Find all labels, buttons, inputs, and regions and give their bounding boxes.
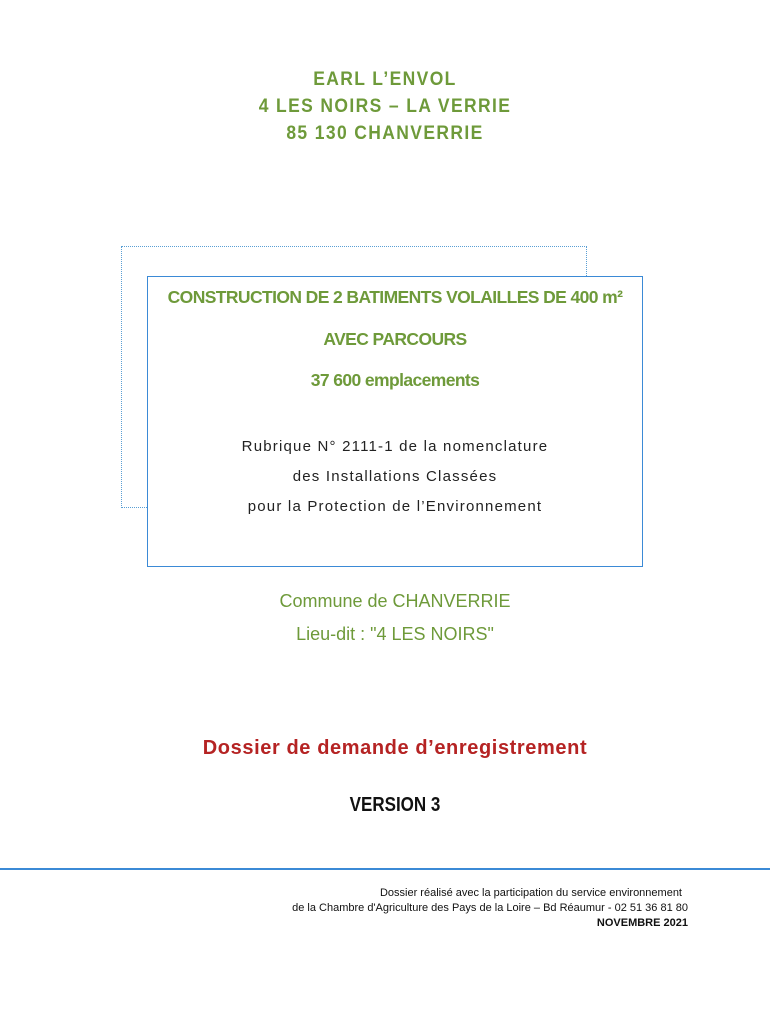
applicant-header [31, 66, 739, 147]
footer [292, 886, 688, 931]
footer-line-1: Dossier réalisé avec la participation du service environnement [379, 887, 682, 899]
footer-divider [0, 868, 770, 870]
applicant-address: 4 LES NOIRS – LA VERRIE [258, 96, 512, 117]
footer-line-2: de la Chambre d'Agriculture des Pays de la Loire – Bd Réaumur - 02 51 36 81 80 [292, 902, 688, 914]
commune-label: Commune de CHANVERRIE [279, 591, 511, 611]
footer-date: NOVEMBRE 2021 [596, 917, 688, 929]
rubrique-line-1: Rubrique N° 2111-1 de la nomenclature [241, 438, 549, 455]
project-subtitle: AVEC PARCOURS [323, 329, 467, 349]
rubrique-line-2: des Installations Classées [292, 468, 498, 485]
version-label: VERSION 3 [349, 794, 441, 816]
dossier-title: Dossier de demande d’enregistrement [202, 737, 588, 759]
rubrique-text [147, 432, 643, 522]
project-capacity: 37 600 emplacements [310, 370, 480, 390]
applicant-name: EARL L’ENVOL [313, 69, 457, 90]
project-title: CONSTRUCTION DE 2 BATIMENTS VOLAILLES DE 400 m² [167, 287, 623, 307]
applicant-city: 85 130 CHANVERRIE [286, 123, 484, 144]
project-frame [147, 276, 643, 567]
lieu-dit-label: Lieu-dit : "4 LES NOIRS" [296, 624, 494, 644]
rubrique-line-3: pour la Protection de l’Environnement [247, 498, 543, 515]
